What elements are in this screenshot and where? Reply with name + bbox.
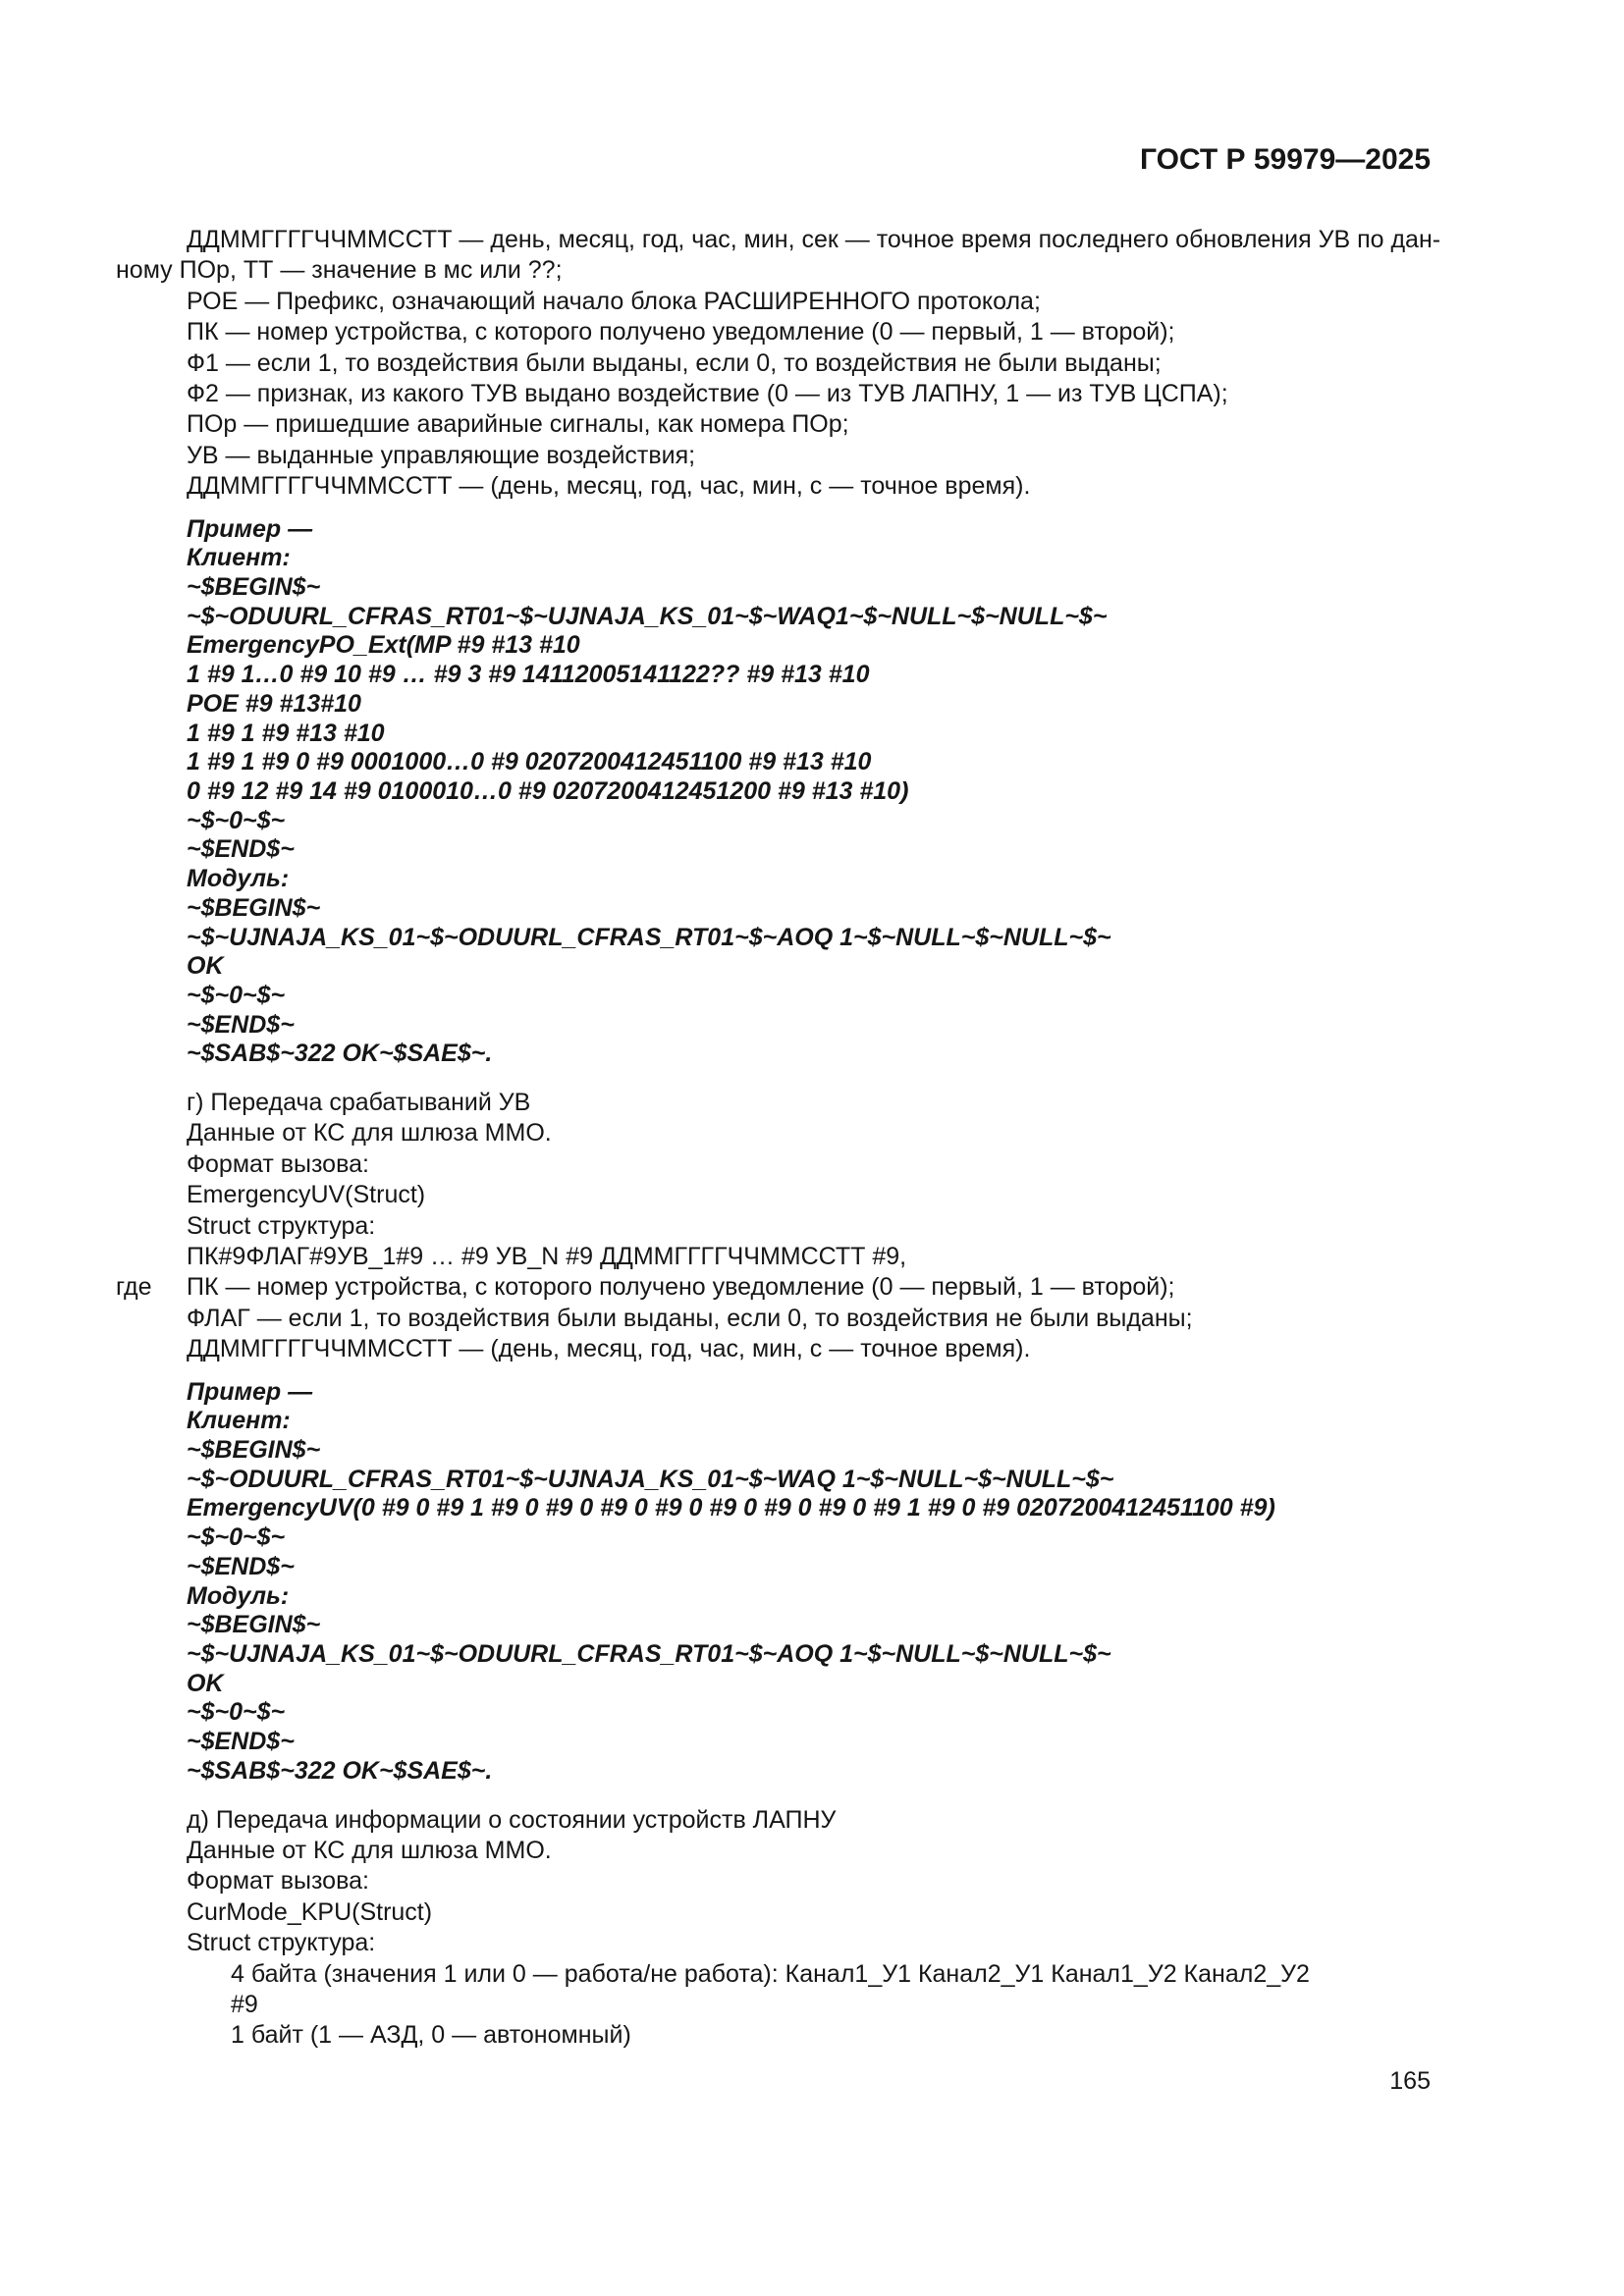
document-content [116,225,1441,2052]
text-line: CurMode_KPU(Struct) [187,1897,433,1926]
text-line: ~$END$~ [187,1010,295,1039]
text-line: ~$SAB$~322 OK~$SAE$~. [187,1756,493,1785]
text-line: ~$END$~ [187,835,295,864]
text-line: Данные от КС для шлюза ММО. [187,1119,552,1148]
definitions-list-block [116,225,1441,503]
section-d-block [116,1805,1431,2052]
text-line: Формат вызова: [187,1867,369,1896]
text-line: 0 #9 12 #9 14 #9 0100010…0 #9 0207200412451200 #9 #13 #10) [187,776,909,805]
text-line: ПК#9ФЛАГ#9УВ_1#9 … #9 УВ_N #9 ДДММГГГГЧЧММССТТ #9, [187,1243,907,1271]
text-line: ДДММГГГГЧЧММССТТ — (день, месяц, год, час, мин, с — точное время). [187,1335,1031,1363]
text-line: Ф1 — если 1, то воздействия были выданы, если 0, то воздействия не были выданы; [187,348,1162,377]
text-line: ДДММГГГГЧЧММССТТ — (день, месяц, год, час, мин, с — точное время). [187,472,1031,501]
text-line: ~$~ODUURL_CFRAS_RT01~$~UJNAJA_KS_01~$~WAQ 1~$~NULL~$~NULL~$~ [187,1465,1114,1493]
text-line: ~$END$~ [187,1552,295,1580]
text-line: Пример — [187,1377,313,1406]
text-line: ~$~ODUURL_CFRAS_RT01~$~UJNAJA_KS_01~$~WAQ1~$~NULL~$~NULL~$~ [187,602,1108,630]
example-1-block [116,515,1431,1069]
text-line: 1 байт (1 — АЗД, 0 — автономный) [231,2021,631,2050]
hang-label: где [116,1273,152,1302]
text-line: ~$SAB$~322 OK~$SAE$~. [187,1040,493,1068]
running-header: ГОСТ Р 59979—2025 [1139,143,1431,176]
text-line: ~$END$~ [187,1728,295,1756]
text-line: Данные от КС для шлюза ММО. [187,1836,552,1864]
text-line: г) Передача срабатываний УВ [187,1089,531,1117]
text-line: EmergencyUV(Struct) [187,1181,426,1209]
text-line: OK [187,1669,224,1697]
text-line: ~$BEGIN$~ [187,1611,321,1639]
text-line: Клиент: [187,544,291,572]
text-line: ФЛАГ — если 1, то воздействия были выданы, если 0, то воздействия не были выданы; [187,1304,1193,1332]
text-line: Модуль: [187,865,290,893]
text-line: Struct структура: [187,1211,376,1240]
example-2-block [116,1378,1431,1787]
text-line: ~$~UJNAJA_KS_01~$~ODUURL_CFRAS_RT01~$~AOQ 1~$~NULL~$~NULL~$~ [187,1640,1111,1668]
text-line: ПОр — пришедшие аварийные сигналы, как номера ПОр; [187,410,849,439]
text-line: ~$~0~$~ [187,1698,286,1727]
text-line: Формат вызова: [187,1149,369,1178]
text-line: EmergencyUV(0 #9 0 #9 1 #9 0 #9 0 #9 0 #9 0 #9 0 #9 0 #9 0 #9 1 #9 0 #9 0207200412451100 #9) [187,1494,1275,1522]
text-line: ному ПОр, ТТ — значение в мс или ??; [116,256,563,285]
text-line: д) Передача информации о состоянии устройств ЛАПНУ [187,1805,837,1834]
text-line: Пример — [187,514,313,543]
text-line: Struct структура: [187,1929,376,1957]
text-line: OK [187,952,224,981]
text-line: ~$BEGIN$~ [187,1436,321,1465]
text-line: ~$~0~$~ [187,806,286,834]
text-line: ПК — номер устройства, с которого получено уведомление (0 — первый, 1 — второй); [187,318,1175,347]
text-line: 1 #9 1 #9 #13 #10 [187,719,385,747]
text-line: Модуль: [187,1581,290,1610]
text-line: ДДММГГГГЧЧММССТТ — день, месяц, год, час, мин, сек — точное время последнего обновления УВ по дан- [187,226,1441,253]
text-line: РОЕ — Префикс, означающий начало блока РАСШИРЕННОГО протокола; [187,287,1041,315]
text-line: ~$~0~$~ [187,981,286,1009]
text-line: ПК — номер устройства, с которого получено уведомление (0 — первый, 1 — второй); где [187,1272,1431,1303]
text-line: ~$BEGIN$~ [187,573,321,602]
text-line: 1 #9 1…0 #9 10 #9 … #9 3 #9 14112005141122?? #9 #13 #10 [187,661,870,689]
text-line: ~$BEGIN$~ [187,893,321,922]
text-line: EmergencyPO_Ext(MP #9 #13 #10 [187,631,580,660]
text-line: УВ — выданные управляющие воздействия; [187,441,696,469]
page-number: 165 [1389,2067,1431,2095]
text-line: Клиент: [187,1407,291,1435]
text-line: ~$~UJNAJA_KS_01~$~ODUURL_CFRAS_RT01~$~AOQ 1~$~NULL~$~NULL~$~ [187,923,1111,951]
text-line: 1 #9 1 #9 0 #9 0001000…0 #9 0207200412451100 #9 #13 #10 [187,748,872,776]
text-line: Ф2 — признак, из какого ТУВ выдано воздействие (0 — из ТУВ ЛАПНУ, 1 — из ТУВ ЦСПА); [187,380,1228,408]
text-line: #9 [231,1990,258,2018]
text-line: POE #9 #13#10 [187,689,361,718]
text-line: 4 байта (значения 1 или 0 — работа/не работа): Канал1_У1 Канал2_У1 Канал1_У2 Канал2_У2 [231,1959,1310,1988]
text-line: ~$~0~$~ [187,1523,286,1552]
section-g-block [116,1088,1431,1365]
